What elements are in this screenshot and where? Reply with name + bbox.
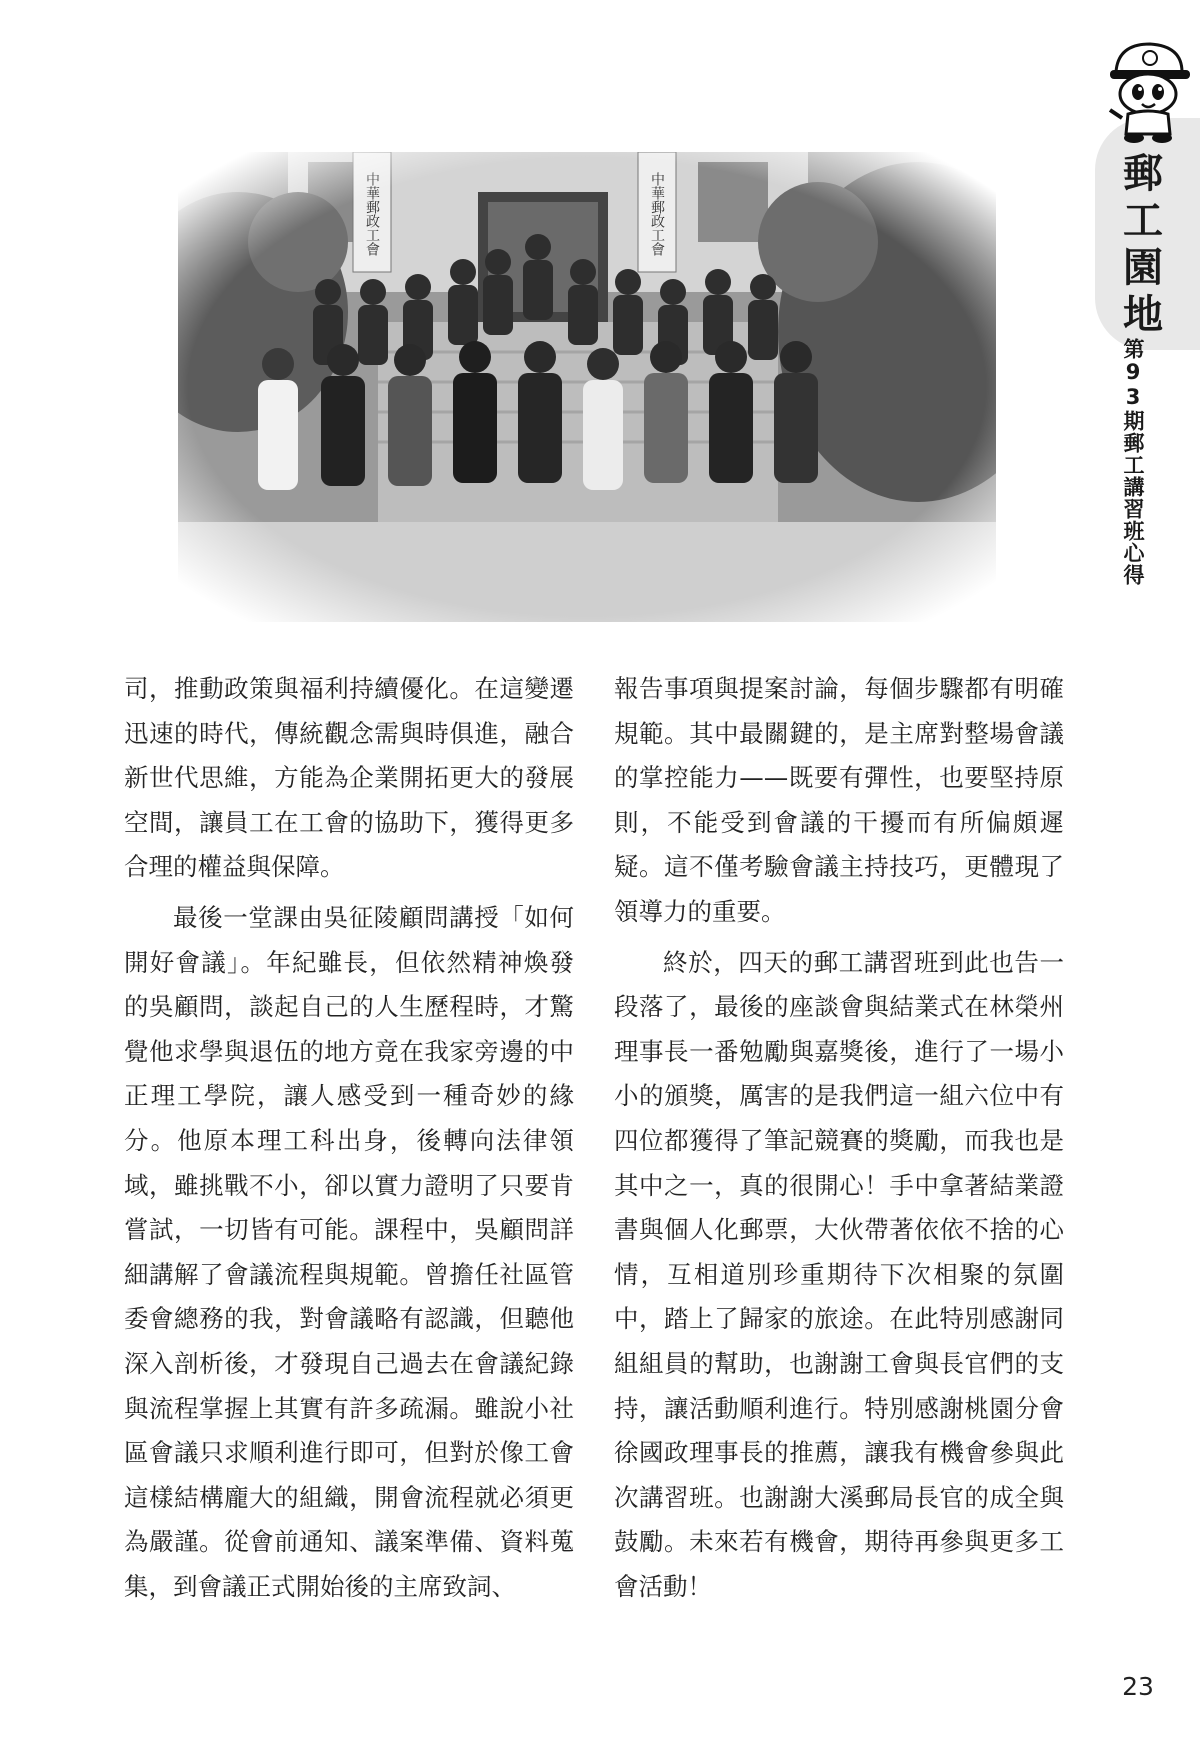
article-right-column <box>614 667 1064 1609</box>
mascot-illustration <box>1098 38 1196 146</box>
paragraph: 終於，四天的郵工講習班到此也告一段落了，最後的座談會與結業式在林榮州理事長一番勉勵與嘉獎後，進行了一場小小的頒獎，厲害的是我們這一組六位中有四位都獲得了筆記競賽的獎勵，而我也是其中之一，真的很開心！手中拿著結業證書與個人化郵票，大伙帶著依依不捨的心情，互相道別珍重期待下次相聚的氛圍中，踏上了歸家的旅途。在此特別感謝同組組員的幫助，也謝謝工會與長官們的支持，讓活動順利進行。特別感謝桃園分會徐國政理事長的推薦，讓我有機會參與此次講習班。也謝謝大溪郵局長官的成全與鼓勵。未來若有機會，期待再參與更多工會活動！ <box>614 947 1064 1601</box>
paragraph: 報告事項與提案討論，每個步驟都有明確規範。其中最關鍵的，是主席對整場會議的掌控能力——既要有彈性，也要堅持原則，不能受到會議的干擾而有所偏頗遲疑。這不僅考驗會議主持技巧，更體現了領導力的重要。 <box>614 674 1064 926</box>
page-number: 23 <box>1122 1672 1154 1701</box>
article-subtitle: 第93期郵工講習班心得 <box>1121 338 1145 586</box>
section-title: 郵工園地 <box>1123 150 1163 338</box>
group-photo <box>178 152 996 622</box>
article-left-column <box>124 667 574 1609</box>
paragraph: 最後一堂課由吳征陵顧問講授「如何開好會議」。年紀雖長，但依然精神煥發的吳顧問，談起自己的人生歷程時，才驚覺他求學與退伍的地方竟在我家旁邊的中正理工學院，讓人感受到一種奇妙的緣分。他原本理工科出身，後轉向法律領域，雖挑戰不小，卻以實力證明了只要肯嘗試，一切皆有可能。課程中，吳顧問詳細講解了會議流程與規範。曾擔任社區管委會總務的我，對會議略有認識，但聽他深入剖析後，才發現自己過去在會議紀錄與流程掌握上其實有許多疏漏。雖說小社區會議只求順利進行即可，但對於像工會這樣結構龐大的組織，開會流程就必須更為嚴謹。從會前通知、議案準備、資料蒐集，到會議正式開始後的主席致詞、 <box>124 902 574 1601</box>
paragraph: 司，推動政策與福利持續優化。在這變遷迅速的時代，傳統觀念需與時俱進，融合新世代思維，方能為企業開拓更大的發展空間，讓員工在工會的協助下，獲得更多合理的權益與保障。 <box>124 674 574 882</box>
